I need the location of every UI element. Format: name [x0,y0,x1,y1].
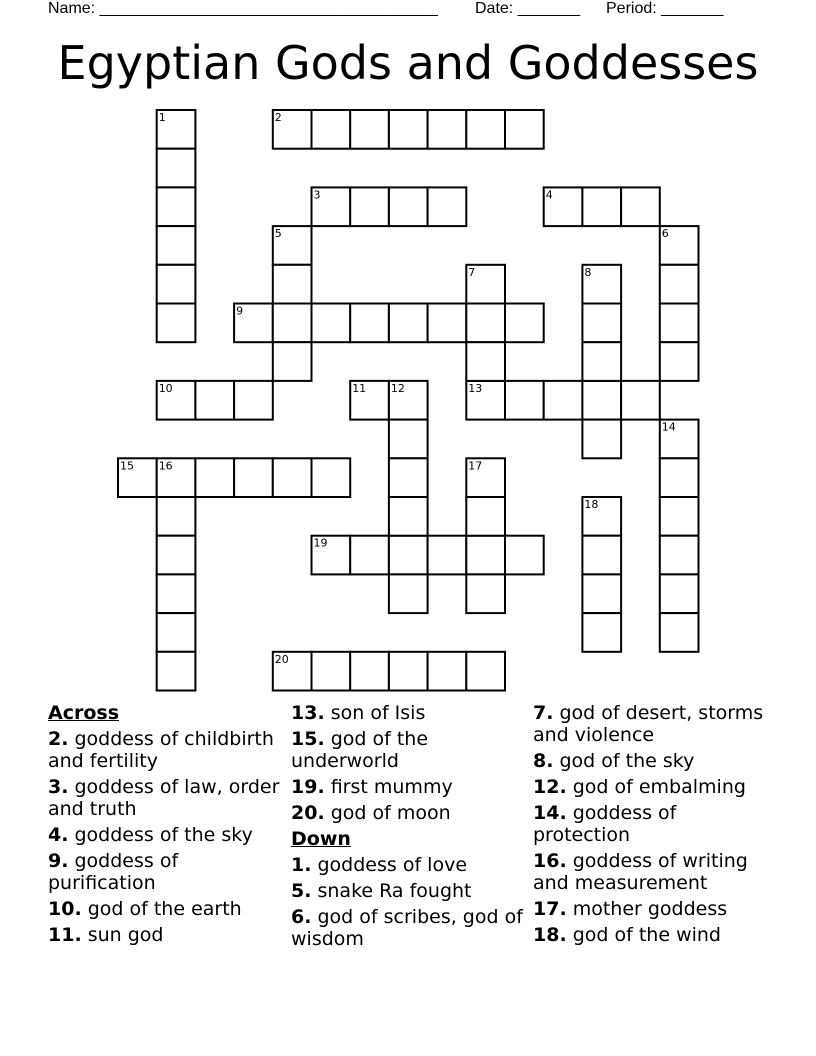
clue-down-12: 12. god of embalming [533,776,746,798]
grid-cell[interactable] [350,187,389,226]
grid-cell[interactable] [350,536,389,575]
grid-cell[interactable] [389,536,428,575]
grid-cell[interactable] [273,458,312,497]
clue-down-1: 1. goddess of love [291,854,468,876]
grid-cell[interactable] [582,536,621,575]
clue-across-4: 4. goddess of the sky [48,824,253,846]
grid-cell[interactable] [389,574,428,613]
grid-cell[interactable] [544,381,583,420]
grid-cell[interactable] [428,187,467,226]
clue-across-9: 9. goddess of purification [48,850,179,894]
grid-cell[interactable] [582,187,621,226]
grid-cell[interactable] [660,574,699,613]
clue-across-13: 13. son of Isis [291,702,426,724]
grid-cell[interactable] [505,110,544,149]
grid-cell[interactable] [505,304,544,343]
grid-cell[interactable] [660,342,699,381]
grid-cell[interactable] [466,497,505,536]
grid-cell[interactable] [660,613,699,652]
grid-cell[interactable] [505,381,544,420]
page-title: Egyptian Gods and Goddesses [57,36,759,90]
down-heading: Down [291,828,351,850]
clue-down-16: 16. goddess of writing and measurement [533,850,748,894]
clue-number-15: 15 [120,459,134,473]
grid-cell[interactable] [389,110,428,149]
clue-number-2: 2 [274,111,282,124]
grid-cell[interactable] [466,342,505,381]
grid-cell[interactable] [389,458,428,497]
grid-cell[interactable] [312,110,351,149]
grid-cell[interactable] [157,536,196,575]
date-field[interactable]: Date: _______ [475,0,580,17]
clue-number-13: 13 [468,381,483,395]
clue-number-3: 3 [313,188,321,202]
grid-cell[interactable] [466,110,505,149]
grid-cell[interactable] [621,381,660,420]
grid-cell[interactable] [582,574,621,613]
grid-cell[interactable] [505,536,544,575]
grid-cell[interactable] [621,187,660,226]
grid-cell[interactable] [660,536,699,575]
grid-cell[interactable] [660,265,699,304]
clue-number-4: 4 [545,188,553,202]
period-field[interactable]: Period: _______ [606,0,724,17]
grid-cell[interactable] [582,420,621,459]
grid-cell[interactable] [466,652,505,691]
clue-number-20: 20 [274,652,289,666]
clue-number-12: 12 [390,381,405,395]
clue-number-14: 14 [661,420,676,434]
name-field[interactable]: Name: ______________________________________ [48,0,438,17]
grid-cell[interactable] [428,652,467,691]
grid-cell[interactable] [157,226,196,265]
clue-down-18: 18. god of the wind [533,924,721,946]
clue-down-7: 7. god of desert, storms and violence [533,702,764,746]
grid-cell[interactable] [157,652,196,691]
clue-number-17: 17 [468,459,483,473]
grid-cell[interactable] [312,652,351,691]
grid-cell[interactable] [234,381,273,420]
clue-number-10: 10 [158,381,173,395]
grid-cell[interactable] [389,420,428,459]
clue-across-3: 3. goddess of law, order and truth [48,776,280,820]
grid-cell[interactable] [660,304,699,343]
clue-down-14: 14. goddess of protection [533,802,677,846]
clue-number-8: 8 [584,265,592,279]
clue-across-2: 2. goddess of childbirth and fertility [48,728,274,772]
clues-column-1 [48,702,280,950]
clue-number-5: 5 [274,227,282,241]
clue-number-19: 19 [313,536,328,550]
grid-cell[interactable] [312,458,351,497]
grid-cell[interactable] [273,304,312,343]
grid-cell[interactable] [157,187,196,226]
clue-across-20: 20. god of moon [291,802,451,824]
grid-cell[interactable] [273,342,312,381]
grid-cell[interactable] [582,381,621,420]
grid-cell[interactable] [428,304,467,343]
grid-cell[interactable] [466,536,505,575]
clues-column-2 [291,702,523,954]
grid-cell[interactable] [157,574,196,613]
grid-cell[interactable] [195,458,234,497]
clue-down-17: 17. mother goddess [533,898,728,920]
grid-cell[interactable] [428,110,467,149]
grid-cell[interactable] [582,342,621,381]
grid-cell[interactable] [350,652,389,691]
grid-cell[interactable] [466,574,505,613]
grid-cell[interactable] [389,652,428,691]
clue-number-18: 18 [584,498,599,511]
grid-cell[interactable] [157,497,196,536]
grid-cell[interactable] [350,110,389,149]
grid-cell[interactable] [273,265,312,304]
grid-cell[interactable] [312,304,351,343]
across-heading: Across [48,702,120,724]
grid-cell[interactable] [195,381,234,420]
grid-cell[interactable] [660,458,699,497]
clue-across-19: 19. first mummy [291,776,453,798]
clue-number-1: 1 [158,111,166,124]
clue-number-6: 6 [661,227,669,241]
grid-cell[interactable] [582,613,621,652]
clue-number-7: 7 [468,265,476,279]
grid-cell[interactable] [157,149,196,188]
clue-number-9: 9 [236,304,244,318]
grid-cell[interactable] [660,497,699,536]
clue-across-15: 15. god of the underworld [291,728,429,772]
clue-down-8: 8. god of the sky [533,750,695,772]
clues-column-3 [533,702,773,950]
grid-cell[interactable] [389,187,428,226]
grid-cell[interactable] [428,536,467,575]
grid-cell[interactable] [234,458,273,497]
clue-number-16: 16 [158,459,173,473]
grid-cell[interactable] [466,304,505,343]
grid-cell[interactable] [157,304,196,343]
clue-down-5: 5. snake Ra fought [291,880,472,902]
grid-cell[interactable] [389,304,428,343]
grid-cell[interactable] [350,304,389,343]
clue-down-6: 6. god of scribes, god of wisdom [291,906,523,950]
grid-cell[interactable] [389,497,428,536]
clue-number-11: 11 [352,381,367,395]
grid-cell[interactable] [582,304,621,343]
grid-cell[interactable] [157,613,196,652]
clue-across-10: 10. god of the earth [48,898,242,920]
clue-across-11: 11. sun god [48,924,164,946]
grid-cell[interactable] [157,265,196,304]
